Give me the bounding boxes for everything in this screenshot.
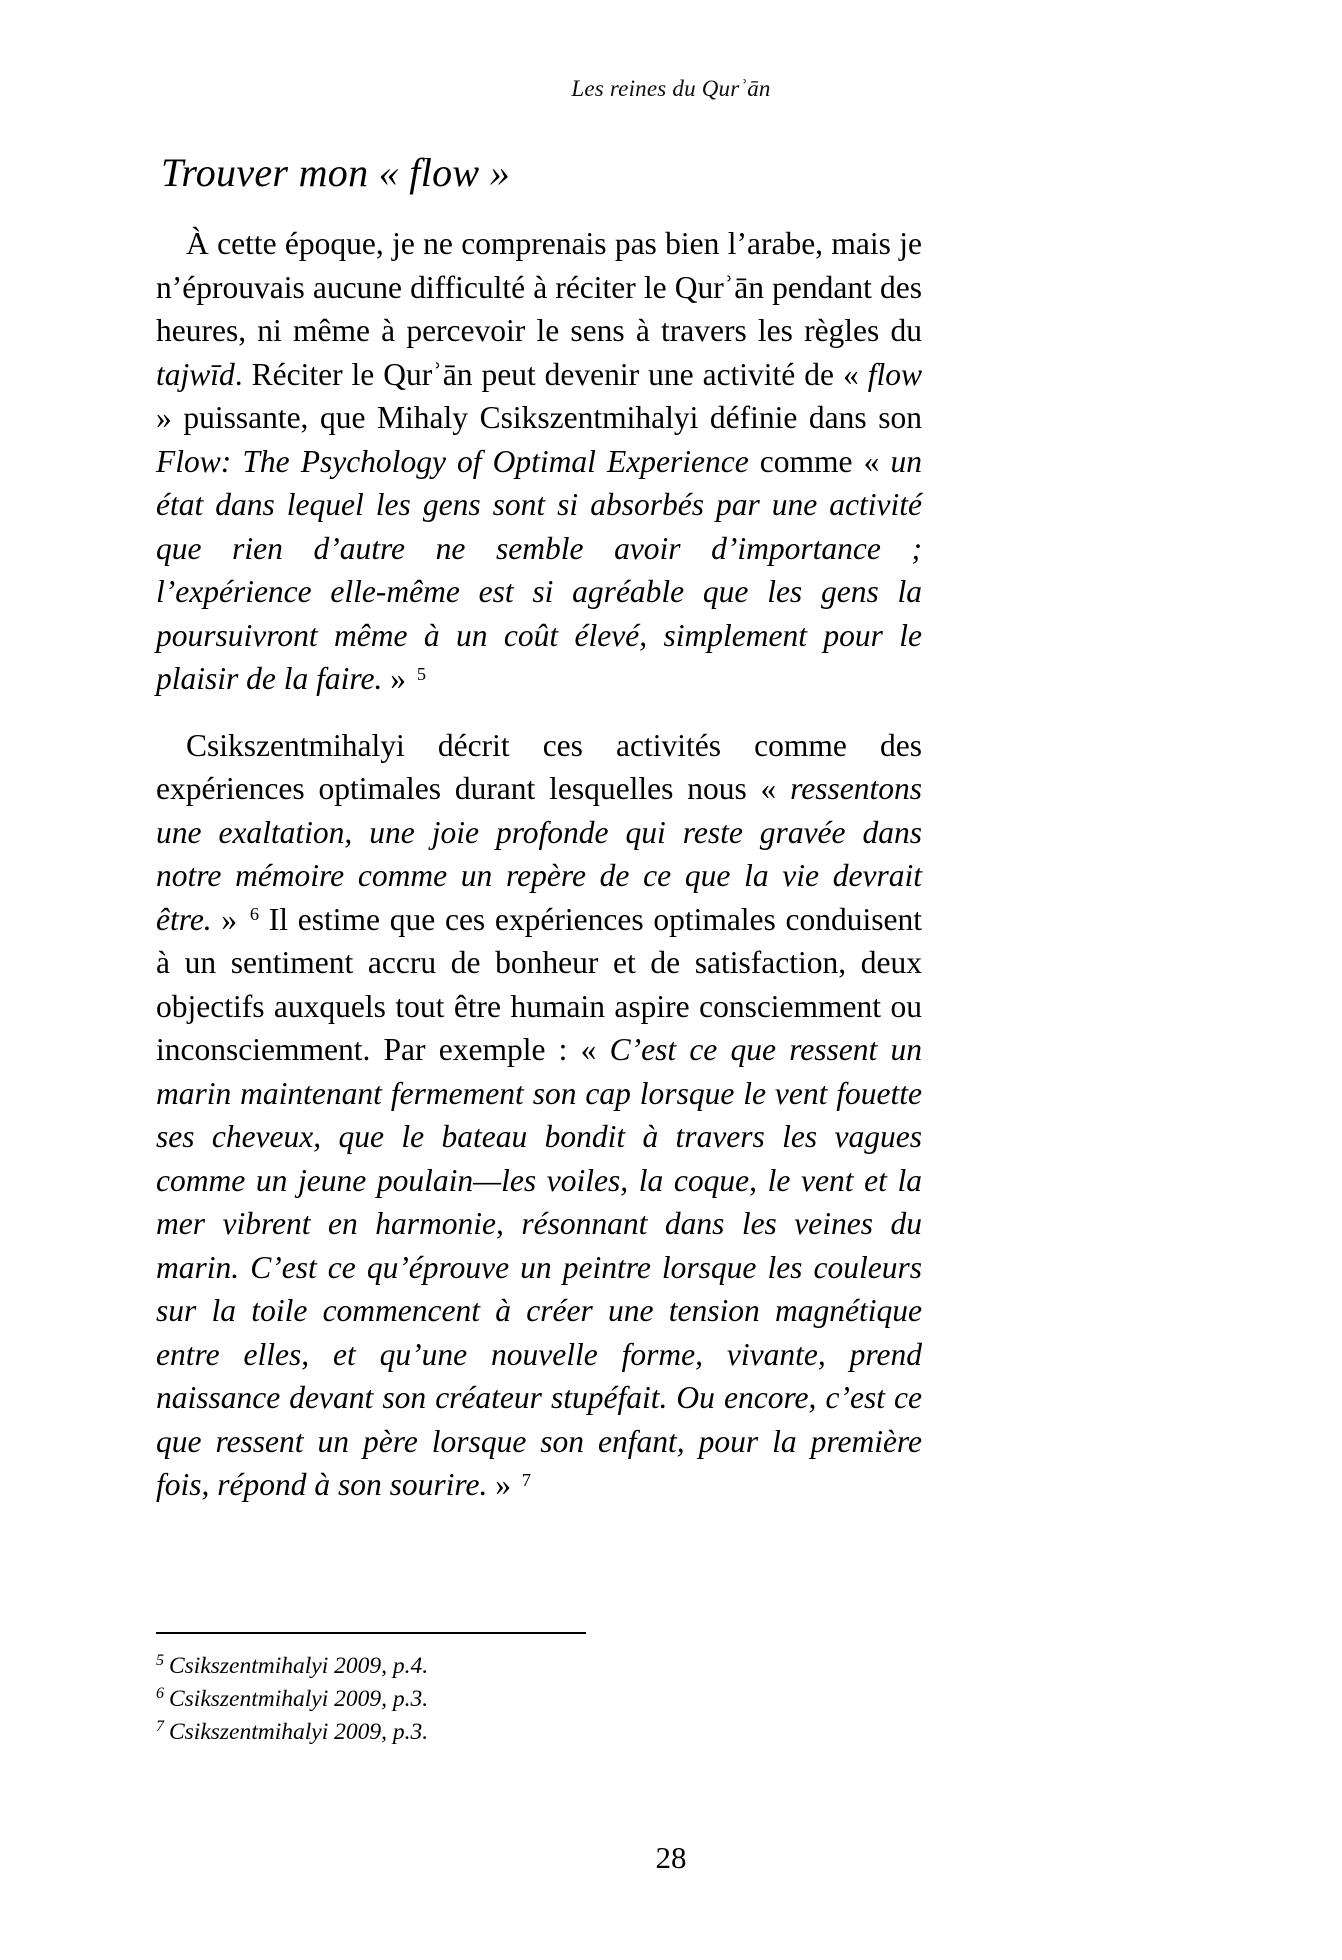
footnote-ref-5[interactable]: 5: [416, 663, 426, 684]
footnote-ref-6[interactable]: 6: [249, 904, 260, 924]
p1-segment-7: comme «: [748, 443, 891, 479]
text-block: [156, 150, 922, 1507]
p1-segment-3: . Réciter le Qurʾān peut devenir une activité de «: [234, 356, 868, 392]
footnote-number-5: 5: [156, 1652, 164, 1670]
p2-italic-quote-1: ressentons une exaltation, une joie profonde qui reste gravée dans notre mémoire comme un repère de ce que la vie devrait être.: [156, 771, 922, 937]
p1-italic-quote: un état dans lequel les gens sont si absorbés par une activité que rien d’autre ne semble avoir d’importance ; l’expérience elle-même est si agréable que les gens la poursuivront même à un coût élevé, simplement pour le plaisir de la faire.: [156, 443, 922, 696]
section-title: Trouver mon « flow »: [161, 150, 510, 195]
p2-segment-3: »: [211, 901, 247, 937]
p2-italic-quote-2: C’est ce que ressent un marin maintenant fermement son cap lorsque le vent fouette ses cheveux, que le bateau bondit à travers les vagues comme un jeune poulain—les voiles, la coque, le vent et la mer vibrent en harmonie, résonnant dans les veines du marin. C’est ce qu’éprouve un peintre lorsque les couleurs sur la toile commencent à créer une tension magnétique entre elles, et qu’une nouvelle forme, vivante, prend naissance devant son créateur stupéfait. Ou encore, c’est ce que ressent un père lorsque son enfant, pour la première fois, répond à son sourire.: [156, 1032, 922, 1502]
running-head: Les reines du Qurʾān: [571, 76, 771, 101]
p1-italic-flow: flow: [867, 356, 922, 392]
paragraph-1: [156, 222, 922, 701]
footnote-text-6: Csikszentmihalyi 2009, p.3.: [168, 1686, 429, 1712]
footnote-item-6: [156, 1683, 922, 1716]
p1-segment-5: » puissante, que Mihaly Csikszentmihalyi définie dans son: [156, 400, 922, 435]
footnote-text-7: Csikszentmihalyi 2009, p.3.: [168, 1719, 429, 1745]
p1-italic-book-title: Flow: The Psychology of Optimal Experience: [156, 443, 749, 479]
p1-segment-1: À cette époque, je ne comprenais pas bien l’arabe, mais je n’éprouvais aucune difficulté à réciter le Qurʾān pendant des heures, ni même à percevoir le sens à travers les règles du: [156, 226, 922, 348]
p1-italic-tajwid: tajwīd: [156, 356, 235, 392]
footnote-number-7: 7: [156, 1718, 164, 1736]
page-number: 28: [655, 1840, 687, 1875]
p2-segment-1: Csikszentmihalyi décrit ces activités comme des expériences optimales durant lesquelles nous «: [156, 727, 922, 806]
paragraph-2: [156, 724, 922, 1507]
footnote-text-5: Csikszentmihalyi 2009, p.4.: [168, 1653, 429, 1679]
footnote-separator-rule: [156, 1632, 586, 1634]
footnote-item-7: [156, 1716, 922, 1749]
footnote-number-6: 6: [156, 1685, 164, 1703]
footnotes-area: [156, 1632, 922, 1749]
p2-segment-6: »: [487, 1467, 519, 1502]
p2-segment-4: Il estime que ces expériences optimales conduisent à un sentiment accru de bonheur et de satisfaction, deux objectifs auxquels tout être humain aspire consciemment ou inconsciemment. Par exemple : «: [156, 901, 923, 1067]
footnote-item-5: [156, 1650, 922, 1683]
p1-segment-9: »: [382, 661, 414, 696]
footnote-ref-7[interactable]: 7: [521, 1469, 531, 1490]
